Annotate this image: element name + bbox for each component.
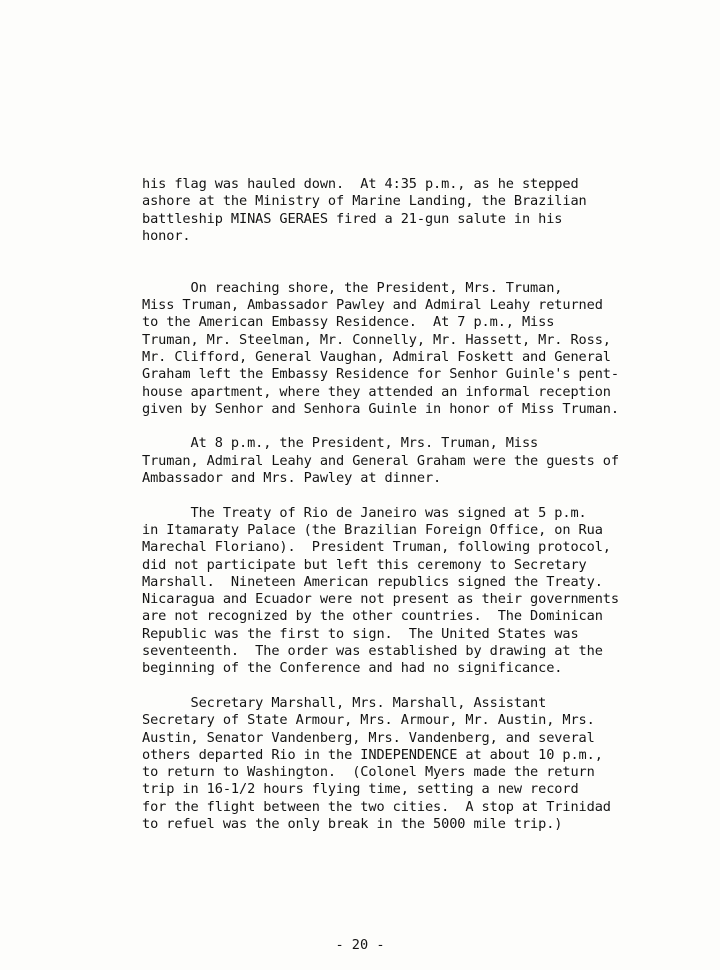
text-line: Ambassador and Mrs. Pawley at dinner.	[142, 470, 442, 487]
text-line: Truman, Mr. Steelman, Mr. Connelly, Mr. Hassett, Mr. Ross,	[142, 331, 611, 348]
text-line: seventeenth. The order was established by drawing at the	[142, 643, 603, 660]
page-number: - 20 -	[335, 937, 385, 953]
text-line: Austin, Senator Vandenberg, Mrs. Vandenberg, and several	[142, 729, 595, 746]
text-line: trip in 16-1/2 hours flying time, setting a new record	[142, 781, 579, 798]
text-line: to return to Washington. (Colonel Myers made the return	[142, 764, 595, 781]
text-line: Marechal Floriano). President Truman, following protocol,	[142, 539, 611, 556]
text-line: beginning of the Conference and had no significance.	[142, 660, 563, 677]
text-line: are not recognized by the other countries. The Dominican	[142, 608, 603, 625]
document-body	[142, 176, 622, 833]
text-line: given by Senhor and Senhora Guinle in honor of Miss Truman.	[142, 400, 619, 417]
text-line: Nicaragua and Ecuador were not present as their governments	[142, 591, 619, 608]
text-line: Republic was the first to sign. The United States was	[142, 625, 579, 642]
text-line: his flag was hauled down. At 4:35 p.m., as he stepped	[142, 176, 579, 192]
text-line: to refuel was the only break in the 5000 mile trip.)	[142, 815, 563, 832]
text-line: did not participate but left this ceremony to Secretary	[142, 556, 587, 573]
text-line: The Treaty of Rio de Janeiro was signed at 5 p.m.	[142, 504, 587, 521]
text-line: honor.	[142, 227, 191, 244]
paragraph-4	[142, 505, 622, 678]
paragraph-gap	[142, 245, 622, 262]
paragraph-3	[142, 435, 622, 487]
text-line: Marshall. Nineteen American republics signed the Treaty.	[142, 573, 603, 590]
text-line: Secretary of State Armour, Mrs. Armour, Mr. Austin, Mrs.	[142, 712, 595, 729]
text-line: Mr. Clifford, General Vaughan, Admiral Foskett and General	[142, 348, 611, 365]
paragraph-gap	[142, 262, 622, 279]
text-line: Secretary Marshall, Mrs. Marshall, Assistant	[142, 694, 547, 711]
paragraph-gap	[142, 418, 622, 435]
text-line: to the American Embassy Residence. At 7 p.m., Miss	[142, 314, 555, 331]
text-line: in Itamaraty Palace (the Brazilian Foreign Office, on Rua	[142, 521, 603, 538]
paragraph-gap	[142, 487, 622, 504]
text-line: Miss Truman, Ambassador Pawley and Admiral Leahy returned	[142, 297, 603, 314]
text-line: for the flight between the two cities. A stop at Trinidad	[142, 798, 611, 815]
text-line: house apartment, where they attended an informal reception	[142, 383, 611, 400]
text-line: battleship MINAS GERAES fired a 21-gun salute in his	[142, 210, 563, 227]
text-line: others departed Rio in the INDEPENDENCE at about 10 p.m.,	[142, 746, 603, 763]
paragraph-2	[142, 280, 622, 418]
text-line: On reaching shore, the President, Mrs. Truman,	[142, 279, 563, 296]
text-line: Graham left the Embassy Residence for Senhor Guinle's pent-	[142, 366, 619, 383]
text-line: At 8 p.m., the President, Mrs. Truman, Miss	[142, 435, 539, 452]
paragraph-5	[142, 695, 622, 833]
text-line: Truman, Admiral Leahy and General Graham were the guests of	[142, 452, 619, 469]
text-line: ashore at the Ministry of Marine Landing, the Brazilian	[142, 193, 587, 210]
paragraph-gap	[142, 678, 622, 695]
paragraph-1	[142, 176, 622, 245]
